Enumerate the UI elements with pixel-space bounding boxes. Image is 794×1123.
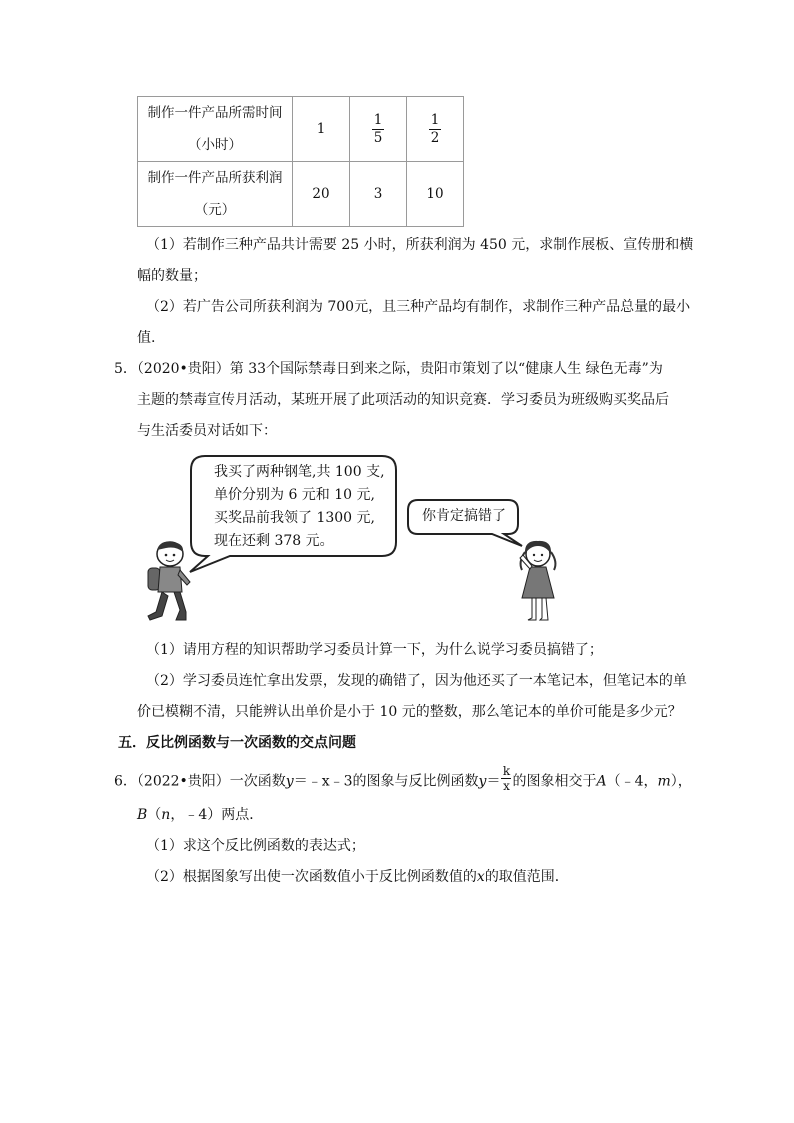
q6-mid: 的图象与反比例函数 (352, 773, 479, 790)
q6-line2 (137, 805, 263, 825)
q6-point-a-m: m (657, 773, 671, 790)
row-header-line2: （元） (194, 202, 236, 218)
q4-part2-line1: （2）若广告公司所获利润为 700元，且三种产品均有制作，求制作三种产品总量的最小 (146, 299, 691, 315)
q5-part2-line1: （2）学习委员连忙拿出发票，发现的确错了，因为他还买了一本笔记本，但笔记本的单 (146, 673, 687, 689)
q6-prefix: 6．（2022•贵阳）一次函数 (114, 773, 286, 790)
fraction-numerator: k (502, 764, 511, 778)
q6-fraction (501, 765, 511, 792)
q5-part2-line2: 价已模糊不清，只能辨认出单价是小于 10 元的整数，那么笔记本的单价可能是多少元？ (137, 704, 682, 720)
boy-illustration (140, 540, 200, 626)
row-header (138, 162, 293, 227)
q4-part2-line2: 值. (137, 330, 156, 346)
q6-eq2-var: y (478, 773, 487, 790)
q5-part1: （1）请用方程的知识帮助学习委员计算一下，为什么说学习委员搞错了； (146, 642, 603, 658)
girl-illustration (512, 540, 564, 626)
fraction-denominator: 5 (373, 130, 383, 146)
cell-value: 1 (316, 121, 326, 137)
q6-point-a-close: ）， (670, 773, 692, 790)
q6-eq1-var: y (285, 773, 294, 790)
fraction-denominator: 2 (430, 130, 440, 146)
q5-intro-line1: 5．（2020•贵阳）第 33个国际禁毒日到来之际，贵阳市策划了以“健康人生 绿色无毒”为 (114, 361, 663, 377)
boy-speech-text (214, 461, 385, 553)
q6-line1 (114, 764, 692, 795)
table-cell (293, 162, 350, 227)
q4-part1-line2: 幅的数量； (137, 268, 207, 284)
q5-intro-line2: 主题的禁毒宣传月活动，某班开展了此项活动的知识竞赛．学习委员为班级购买奖品后 (137, 392, 669, 408)
table-cell (407, 97, 464, 162)
row-header-line1: 制作一件产品所获利润 (147, 170, 283, 186)
table-row (138, 97, 464, 162)
q6-point-b-n: n (161, 807, 171, 823)
table-cell (407, 162, 464, 227)
q6-part1: （1）求这个反比例函数的表达式； (146, 838, 365, 854)
fraction-numerator: 1 (430, 112, 440, 128)
data-table (137, 96, 464, 227)
q6-part2-post: 的取值范围． (484, 869, 569, 885)
section-title: 五．反比例函数与一次函数的交点问题 (118, 735, 356, 751)
q6-point-b-open: （ (147, 807, 162, 823)
table-cell (350, 162, 407, 227)
fraction (372, 113, 384, 146)
q6-point-b-rest: ，﹣4）两点． (170, 807, 264, 823)
q6-part2-x: x (476, 869, 485, 885)
boy-speech-line: 买奖品前我领了 1300 元, (214, 510, 375, 526)
fraction (429, 113, 441, 146)
cell-value: 10 (426, 186, 444, 202)
boy-speech-line: 我买了两种钢笔,共 100 支, (214, 464, 385, 480)
q6-part2 (146, 867, 569, 887)
row-header-line2: （小时） (188, 137, 242, 153)
cell-value: 20 (312, 186, 330, 202)
table-cell (350, 97, 407, 162)
q4-part1-line1: （1）若制作三种产品共计需要 25 小时，所获利润为 450 元，求制作展板、宣传册和横 (146, 237, 694, 253)
q6-eq1-rest: ＝﹣x﹣3 (293, 773, 353, 790)
table-row (138, 162, 464, 227)
q6-tail: 的图象相交于 (512, 773, 597, 790)
boy-speech-line: 单价分别为 6 元和 10 元, (214, 487, 375, 503)
q6-point-a: A (596, 773, 607, 790)
q6-eq2-eq: ＝ (486, 773, 501, 790)
girl-speech-text: 你肯定搞错了 (422, 508, 506, 524)
boy-speech-line: 现在还剩 378 元。 (214, 533, 334, 549)
table-cell (293, 97, 350, 162)
row-header (138, 97, 293, 162)
fraction-numerator: 1 (373, 112, 383, 128)
fraction-denominator: x (503, 779, 510, 793)
q6-point-a-coord: （﹣4， (606, 773, 658, 790)
q6-point-b: B (137, 807, 148, 823)
q5-intro-line3: 与生活委员对话如下： (137, 423, 277, 439)
q6-part2-pre: （2）根据图象写出使一次函数值小于反比例函数值的 (146, 869, 477, 885)
row-header-line1: 制作一件产品所需时间 (147, 105, 283, 121)
cell-value: 3 (373, 186, 383, 202)
